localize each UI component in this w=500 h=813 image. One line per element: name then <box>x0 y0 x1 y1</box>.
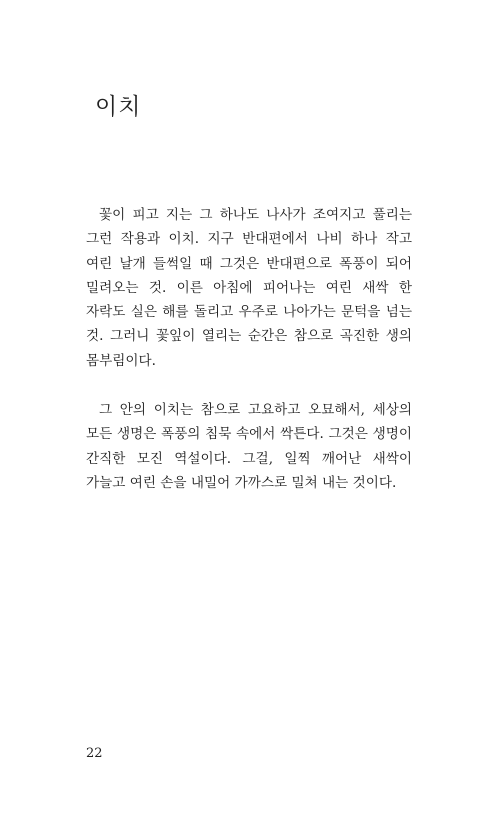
page-number: 22 <box>86 746 103 761</box>
body-text <box>86 203 412 520</box>
chapter-title: 이치 <box>95 94 142 120</box>
paragraph-1: 꽃이 피고 지는 그 하나도 나사가 조여지고 풀리는 그런 작용과 이치. 지구 반대편에서 나비 하나 작고 여린 날개 들썩일 때 그것은 반대편으로 폭풍이 되어 밀려오는 것. 이른 아침에 피어나는 여린 새싹 한 자락도 실은 해를 돌리고 우주로 나아가는 문턱을 넘는 것. 그러니 꽃잎이 열리는 순간은 참으로 곡진한 생의 몸부림이다. <box>86 207 412 369</box>
paragraph-2: 그 안의 이치는 참으로 고요하고 오묘해서, 세상의 모든 생명은 폭풍의 침묵 속에서 싹튼다. 그것은 생명이 간직한 모진 역설이다. 그걸, 일찍 깨어난 새싹이 가늘고 여린 손을 내밀어 가까스로 밀쳐 내는 것이다. <box>86 402 412 491</box>
